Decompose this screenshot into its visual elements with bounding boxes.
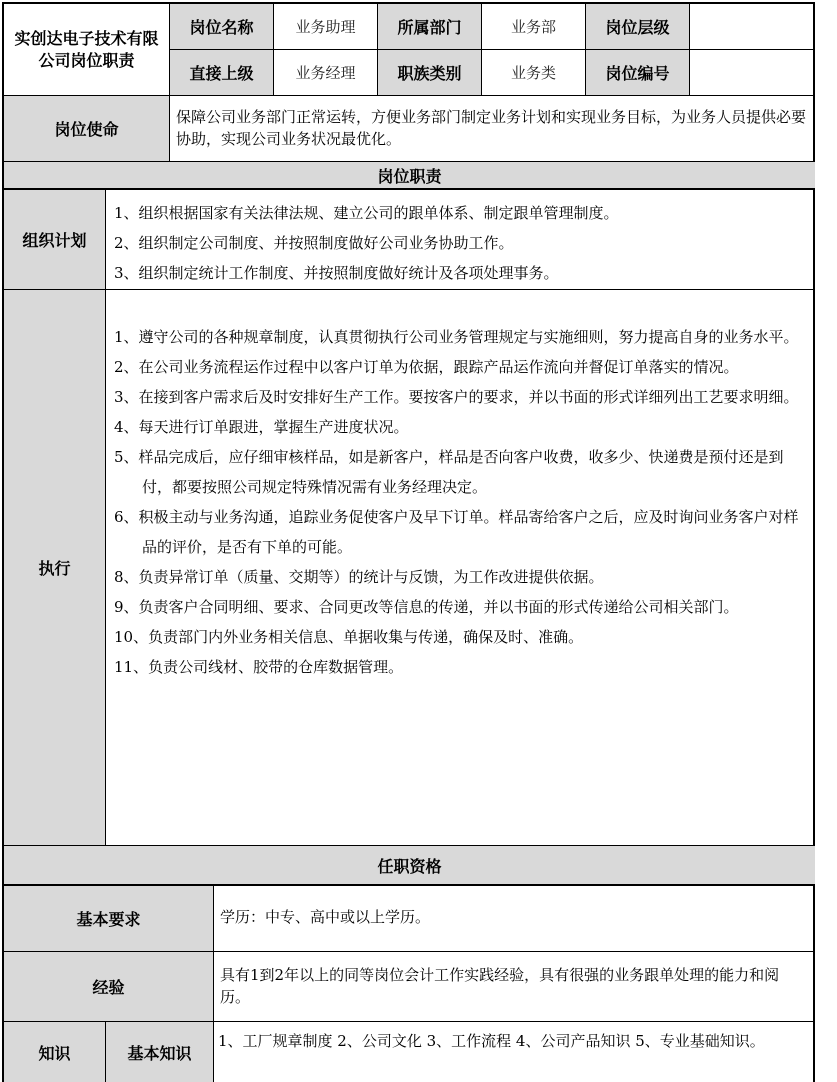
execution-label: 执行 — [4, 290, 106, 846]
department-value: 业务部 — [482, 4, 586, 50]
execution-item: 10、负责部门内外业务相关信息、单据收集与传递，确保及时、准确。 — [114, 628, 584, 646]
execution-item: 8、负责异常订单（质量、交期等）的统计与反馈，为工作改进提供依据。 — [114, 568, 604, 586]
level-label: 岗位层级 — [586, 4, 690, 50]
planning-item: 3、组织制定统计工作制度、并按照制度做好统计及各项处理事务。 — [114, 264, 559, 282]
execution-item: 6、积极主动与业务沟通，追踪业务促使客户及早下订单。样品寄给客户之后，应及时询问业务客户对样品的评价，是否有下单的可能。 — [114, 508, 799, 556]
execution-list — [106, 290, 815, 846]
experience-label: 经验 — [4, 952, 214, 1022]
execution-item: 11、负责公司线材、胶带的仓库数据管理。 — [114, 658, 404, 676]
planning-label: 组织计划 — [4, 190, 106, 290]
department-label: 所属部门 — [378, 4, 482, 50]
knowledge-label: 知识 — [4, 1022, 106, 1082]
basic-requirement-label: 基本要求 — [4, 886, 214, 952]
mission-label: 岗位使命 — [4, 96, 170, 162]
position-name-value: 业务助理 — [274, 4, 378, 50]
planning-item: 1、组织根据国家有关法律法规、建立公司的跟单体系、制定跟单管理制度。 — [114, 204, 619, 222]
code-label: 岗位编号 — [586, 50, 690, 96]
execution-item: 9、负责客户合同明细、要求、合同更改等信息的传递，并以书面的形式传递给公司相关部门。 — [114, 598, 739, 616]
knowledge-sub-label: 基本知识 — [106, 1022, 214, 1082]
execution-item: 5、样品完成后，应仔细审核样品，如是新客户，样品是否向客户收费，收多少、快递费是预付还是到付，都要按照公司规定特殊情况需有业务经理决定。 — [114, 448, 784, 496]
knowledge-text: 1、工厂规章制度 2、公司文化 3、工作流程 4、公司产品知识 5、专业基础知识。 — [214, 1022, 815, 1082]
company-title: 实创达电子技术有限公司岗位职责 — [4, 4, 170, 96]
planning-list — [106, 190, 815, 290]
execution-item: 3、在接到客户需求后及时安排好生产工作。要按客户的要求，并以书面的形式详细列出工艺要求明细。 — [114, 388, 799, 406]
experience-text: 具有1到2年以上的同等岗位会计工作实践经验，具有很强的业务跟单处理的能力和阅历。 — [214, 952, 815, 1022]
category-label: 职族类别 — [378, 50, 482, 96]
basic-requirement-text: 学历：中专、高中或以上学历。 — [214, 886, 815, 952]
code-value — [690, 50, 815, 96]
position-name-label: 岗位名称 — [170, 4, 274, 50]
mission-text: 保障公司业务部门正常运转，方便业务部门制定业务计划和实现业务目标，为业务人员提供必要协助，实现公司业务状况最优化。 — [170, 96, 815, 162]
duties-section-title: 岗位职责 — [4, 162, 815, 190]
level-value — [690, 4, 815, 50]
supervisor-label: 直接上级 — [170, 50, 274, 96]
planning-item: 2、组织制定公司制度、并按照制度做好公司业务协助工作。 — [114, 234, 514, 252]
category-value: 业务类 — [482, 50, 586, 96]
qualifications-section-title: 任职资格 — [4, 846, 815, 886]
execution-item: 4、每天进行订单跟进，掌握生产进度状况。 — [114, 418, 409, 436]
execution-item: 1、遵守公司的各种规章制度，认真贯彻执行公司业务管理规定与实施细则，努力提高自身的业务水平。 — [114, 328, 799, 346]
supervisor-value: 业务经理 — [274, 50, 378, 96]
execution-item: 2、在公司业务流程运作过程中以客户订单为依据，跟踪产品运作流向并督促订单落实的情况。 — [114, 358, 739, 376]
job-description-document — [2, 2, 815, 1082]
